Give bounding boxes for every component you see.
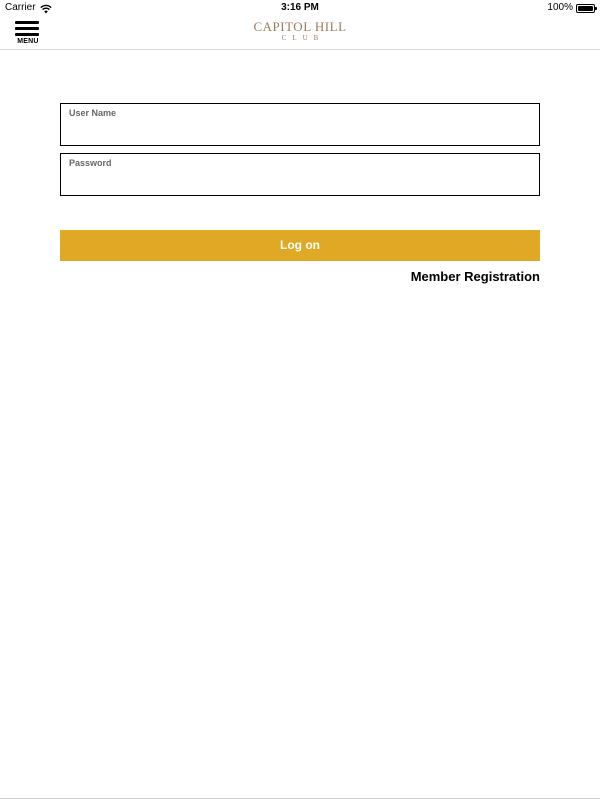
battery-icon bbox=[576, 4, 595, 13]
battery-fill bbox=[578, 6, 593, 11]
club-logo bbox=[0, 20, 600, 43]
username-label: User Name bbox=[69, 108, 117, 118]
status-bar bbox=[0, 0, 600, 16]
member-registration-link[interactable]: Member Registration bbox=[410, 269, 540, 284]
nav-bar bbox=[0, 16, 600, 50]
bottom-divider bbox=[0, 798, 600, 799]
logo-main-text: CAPITOL HILL bbox=[253, 19, 347, 34]
battery-percent: 100% bbox=[547, 2, 573, 13]
password-input[interactable] bbox=[69, 172, 531, 192]
password-label: Password bbox=[69, 158, 112, 168]
carrier-label: Carrier bbox=[5, 2, 36, 13]
username-input[interactable] bbox=[69, 122, 531, 142]
status-time: 3:16 PM bbox=[281, 2, 319, 13]
log-on-button[interactable]: Log on bbox=[60, 230, 540, 261]
menu-label: MENU bbox=[17, 38, 39, 45]
login-form bbox=[60, 103, 540, 284]
status-right bbox=[547, 0, 595, 16]
password-field[interactable] bbox=[60, 153, 540, 196]
logo-sub-text: CLUB bbox=[281, 34, 325, 42]
username-field[interactable] bbox=[60, 103, 540, 146]
